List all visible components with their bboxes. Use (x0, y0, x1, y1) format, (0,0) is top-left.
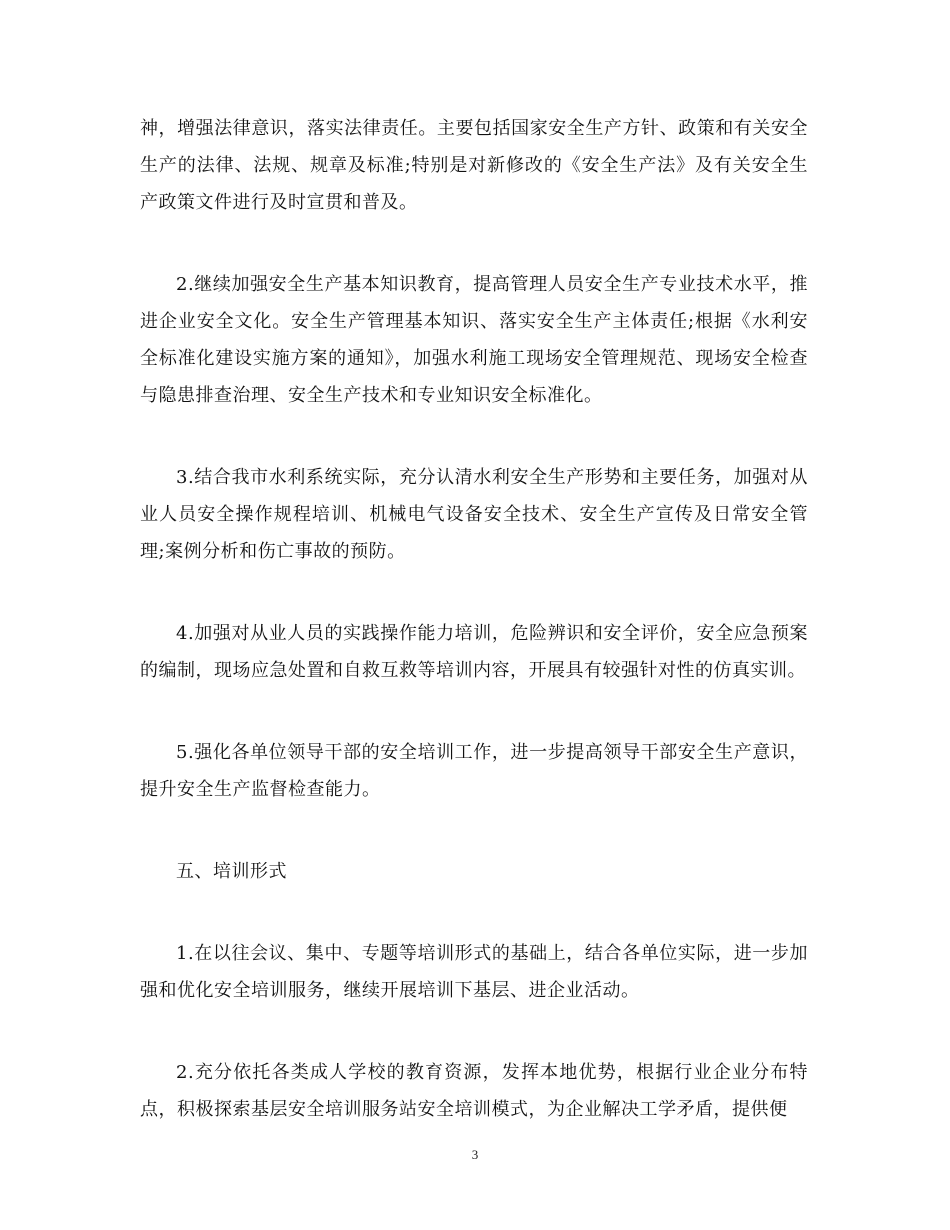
paragraph-form-1: 1.在以往会议、集中、专题等培训形式的基础上，结合各单位实际，进一步加强和优化安全培训服务，继续开展培训下基层、进企业活动。 (140, 943, 808, 1001)
paragraph-item-2: 2.继续加强安全生产基本知识教育，提高管理人员安全生产专业技术水平，推进企业安全文化。安全生产管理基本知识、落实安全生产主体责任;根据《水利安全标准化建设实施方案的通知》，加强水利施工现场安全管理规范、现场安全检查与隐患排查治理、安全生产技术和专业知识安全标准化。 (140, 274, 808, 406)
paragraph-continuation: 神，增强法律意识，落实法律责任。主要包括国家安全生产方针、政策和有关安全生产的法律、法规、规章及标准;特别是对新修改的《安全生产法》及有关安全生产政策文件进行及时宣贯和普及。 (140, 118, 808, 213)
paragraph-gap (140, 1009, 808, 1054)
paragraph-form-2: 2.充分依托各类成人学校的教育资源，发挥本地优势，根据行业企业分布特点，积极探索基层安全培训服务站安全培训模式，为企业解决工学矛盾，提供便 (140, 1062, 808, 1120)
paragraph-gap (140, 414, 808, 459)
paragraph-gap (140, 808, 808, 853)
page-number: 3 (471, 1147, 479, 1162)
paragraph-item-5: 5.强化各单位领导干部的安全培训工作，进一步提高领导干部安全生产意识，提升安全生产监督检查能力。 (140, 742, 808, 800)
paragraph-gap (140, 890, 808, 935)
paragraph-gap (140, 221, 808, 266)
paragraph-item-3: 3.结合我市水利系统实际，充分认清水利安全生产形势和主要任务，加强对从业人员安全操作规程培训、机械电气设备安全技术、安全生产宣传及日常安全管理;案例分析和伤亡事故的预防。 (140, 467, 808, 562)
paragraph-gap (140, 570, 808, 615)
paragraph-item-4: 4.加强对从业人员的实践操作能力培训，危险辨识和安全评价，安全应急预案的编制，现场应急处置和自救互救等培训内容，开展具有较强针对性的仿真实训。 (140, 623, 808, 681)
paragraph-gap (140, 689, 808, 734)
section-heading: 五、培训形式 (176, 861, 287, 882)
document-body (140, 110, 808, 1128)
